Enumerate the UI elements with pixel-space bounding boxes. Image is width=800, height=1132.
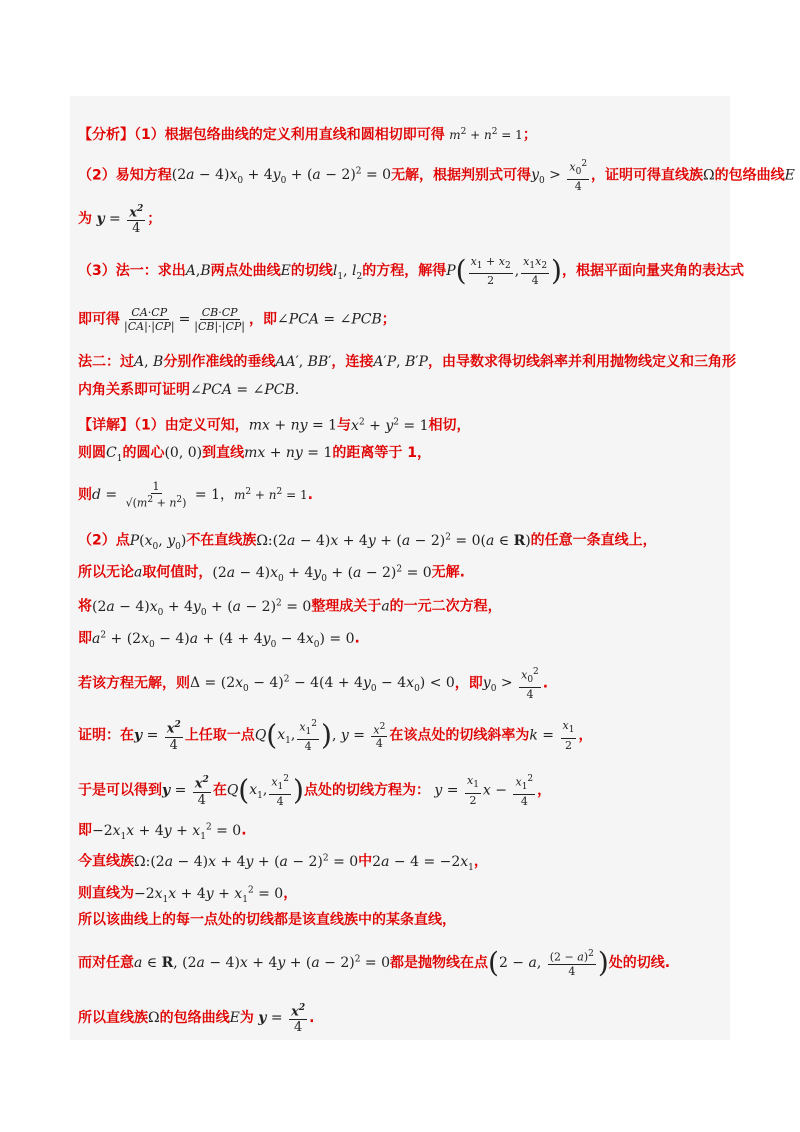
analysis-line-5: 即可得 $\frac{CA\cdot CP}{|CA|\cdot|CP|}$ = $\frac{CB\cdot CP}{|CB|\cdot|CP|}$ ，即∠PCA = ∠PCB； bbox=[78, 306, 396, 333]
detail-label: 【详解】 bbox=[78, 417, 134, 434]
analysis-label: 【分析】 bbox=[78, 127, 134, 143]
analysis-line-2: （2）易知方程$(2a - 4)x_0 + 4y_0 + (a - 2)^2 = 0$无解，根据判别式可得$y_0$ > $\frac{x_0^2}{4}$ ，证明可得直线族Ω的包络曲线E bbox=[78, 159, 795, 193]
analysis-line-3: 为 y = $\frac{x^2}{4}$ ； bbox=[78, 204, 162, 237]
detail-line-10: 于是可以得到y = $\frac{x^2}{4}$ 在$Q(x_1$, $\frac{x_1^2}{4}$ )点处的切线方程为： y = $\frac{x_1}{2}$ x − $\frac{x_1^2}{4}$ ， bbox=[78, 773, 552, 808]
analysis-line-7: 内角关系即可证明∠PCA = ∠PCB. bbox=[78, 382, 300, 398]
detail-line-11: 即$-2x_1x + 4y + x_1^2 = 0$. bbox=[78, 822, 247, 842]
detail-line-1: 【详解】（1）由定义可知，mx + ny = 1与$x^2 + y^2 = 1$相切， bbox=[78, 417, 471, 434]
detail-line-8: 若该方程无解，则$\Delta = (2x_0 - 4)^2 - 4(4 + 4y_0 - 4x_0) < 0$，即$y_0$ > $\frac{x_0^2}{4}$ . bbox=[78, 667, 549, 701]
detail-line-5: 所以无论a取何值时，$(2a - 4)x_0 + 4y_0 + (a - 2)^2 = 0$无解. bbox=[78, 564, 465, 584]
detail-line-6: 将$(2a - 4)x_0 + 4y_0 + (a - 2)^2 = 0$整理成关于a的一元二次方程， bbox=[78, 598, 502, 618]
detail-line-3: 则d = $\frac{1}{√(m^2 + n^2)}$ = 1，$m^2 + n^2 = 1$. bbox=[78, 480, 313, 510]
detail-line-4: （2）点$P(x_0$, $y_0$)不在直线族Ω:(2a − $4)x + 4y + (a - 2)^2 = 0(a$ ∈ R)的任意一条直线上， bbox=[78, 532, 657, 552]
detail-line-7: 即$a^2 + (2x_0 - 4)a + (4 + 4y_0 - 4x_0) = 0$. bbox=[78, 630, 360, 650]
analysis-line-1: 【分析】（1）根据包络曲线的定义利用直线和圆相切即可得 $m^2 + n^2 = 1$； bbox=[78, 127, 537, 143]
detail-line-16: 所以直线族Ω的包络曲线E为 y = $\frac{x^2}{4}$ . bbox=[78, 1003, 315, 1036]
analysis-line-6: 法二：过A, B分别作准线的垂线AA′, BB′，连接A′P, B′P，由导数求得切线斜率并利用抛物线定义和三角形 bbox=[78, 354, 736, 370]
analysis-line-4: （3）法一：求出A,B两点处曲线E的切线$l_1$, $l_2$的方程，解得P( $\frac{x_1 + x_2}{2}$ , $\frac{x_1x_2}{4}$ )，根据平面向量夹角的表达式 bbox=[78, 254, 744, 288]
detail-line-9: 证明：在y = $\frac{x^2}{4}$ 上任取一点$Q(x_1$, $\frac{x_1^2}{4}$ ), y = $\frac{x^2}{4}$ 在该点处的切线斜率为k = $\frac{x_1}{2}$ ， bbox=[78, 718, 593, 753]
detail-line-14: 所以该曲线上的每一点处的切线都是该直线族中的某条直线， bbox=[78, 912, 456, 928]
detail-line-15: 而对任意a ∈ R, $(2a - 4)x + 4y + (a - 2)^2 = 0$都是抛物线在点(2 − a, $\frac{(2 - a)^2}{4}$ )处的切线. bbox=[78, 945, 671, 979]
detail-line-13: 则直线为$-2x_1x + 4y + x_1^2 = 0$， bbox=[78, 885, 298, 905]
detail-line-2: 则圆$C_1$的圆心(0, 0)到直线mx + ny = 1的距离等于 1， bbox=[78, 445, 432, 464]
detail-line-12: 今直线族Ω:(2a − $4)x + 4y + (a - 2)^2 = 0$中$2a - 4 = -2x_1$， bbox=[78, 853, 488, 873]
